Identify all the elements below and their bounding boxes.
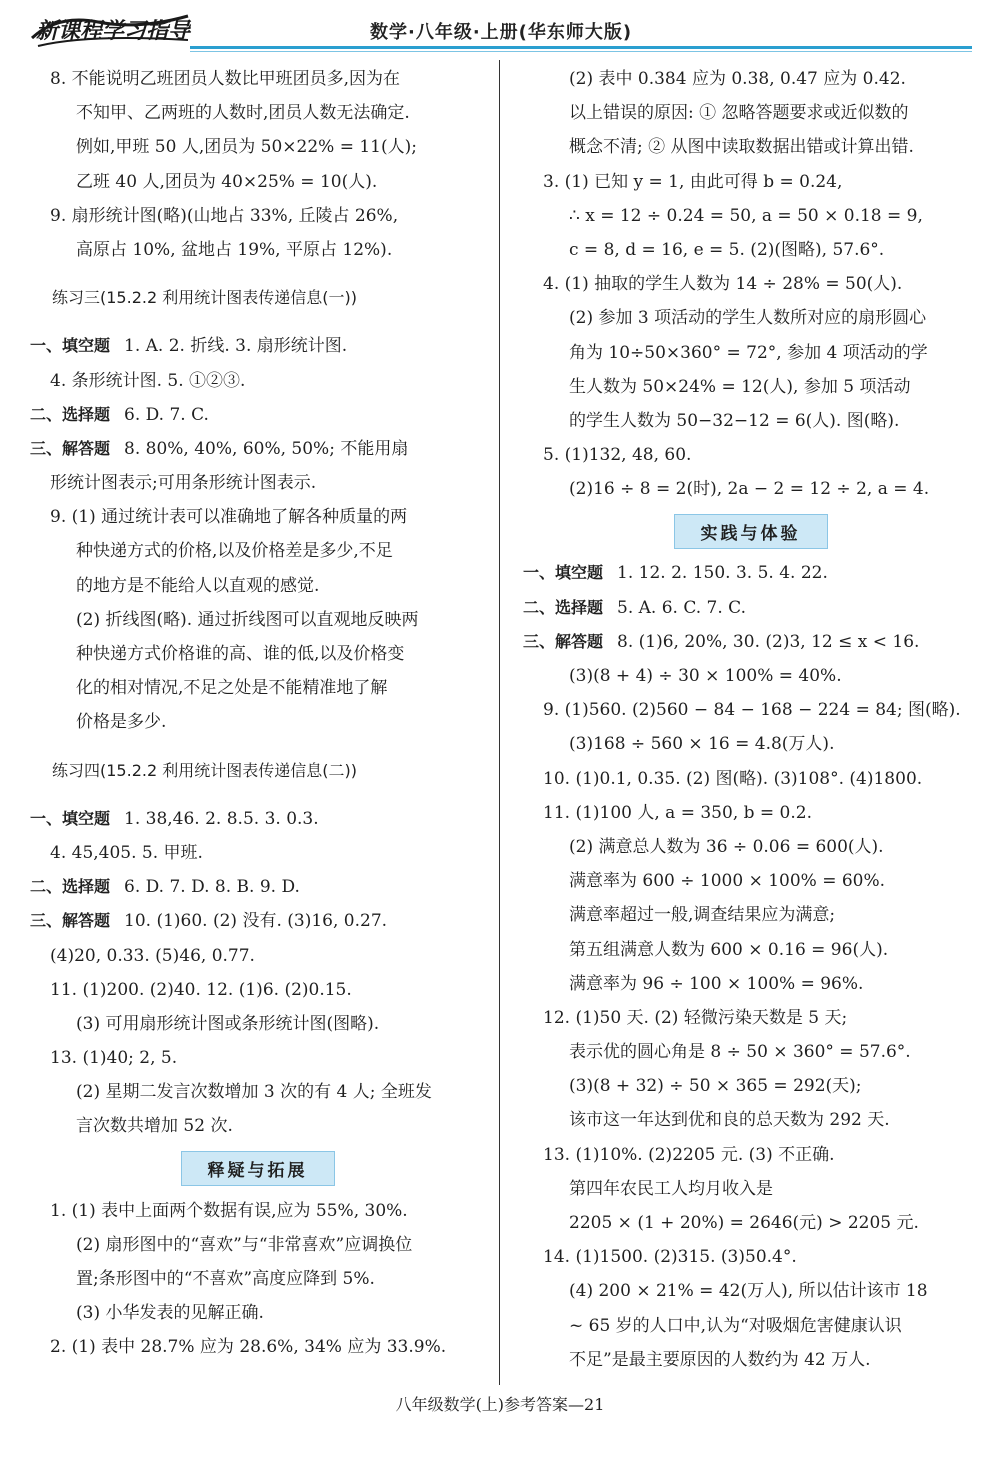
header-title: 数学·八年级·上册(华东师大版): [370, 22, 633, 43]
answer-line: 14. (1)1500. (2)315. (3)50.4°.: [543, 1247, 797, 1268]
answer-line: (2) 折线图(略). 通过折线图可以直观地反映两: [76, 609, 419, 630]
answer-line: 1. (1) 表中上面两个数据有误,应为 55%, 30%.: [50, 1200, 408, 1221]
answer-line: 8. 80%, 40%, 60%, 50%; 不能用扇: [124, 438, 409, 459]
answer-line: 满意率为 600 ÷ 1000 × 100% = 60%.: [569, 871, 886, 892]
section-box-title: 实践与体验: [674, 514, 828, 549]
answer-line: (3)168 ÷ 560 × 16 = 4.8(万人).: [569, 734, 835, 755]
answer-line: 1. 12. 2. 150. 3. 5. 4. 22.: [617, 563, 828, 584]
section-box-title: 释疑与拓展: [181, 1151, 335, 1186]
answer-line: 1. A. 2. 折线. 3. 扇形统计图.: [124, 336, 348, 357]
answer-line: 6. D. 7. C.: [124, 404, 209, 425]
answer-line: 满意率超过一般,调查结果应为满意;: [569, 905, 836, 926]
answer-line: c = 8, d = 16, e = 5. (2)(图略), 57.6°.: [569, 239, 885, 260]
answer-line: 的学生人数为 50−32−12 = 6(人). 图(略).: [569, 410, 900, 431]
header-rule: [190, 46, 972, 49]
answer-line: (3) 小华发表的见解正确.: [76, 1303, 264, 1324]
answer-line: 的地方是不能给人以直观的感觉.: [76, 575, 320, 596]
section-label: 三、解答题: [30, 438, 111, 458]
answer-line: (3)(8 + 32) ÷ 50 × 365 = 292(天);: [569, 1076, 862, 1097]
answer-line: 13. (1)10%. (2)2205 元. (3) 不正确.: [543, 1144, 835, 1165]
section-label: 二、选择题: [523, 597, 604, 617]
answer-line: 10. (1)0.1, 0.35. (2) 图(略). (3)108°. (4)1800.: [543, 768, 923, 789]
answer-line: 不足”是最主要原因的人数约为 42 万人.: [569, 1349, 871, 1370]
answer-line: 5. (1)132, 48, 60.: [543, 445, 692, 466]
answer-line: (2) 表中 0.384 应为 0.38, 0.47 应为 0.42.: [569, 69, 906, 89]
exercise-title: 练习三(15.2.2 利用统计图表传递信息(一)): [52, 288, 357, 308]
header-rule-thin: [190, 51, 972, 52]
answer-line: 4. 条形统计图. 5. ①②③.: [50, 370, 246, 391]
answer-line: 种快递方式的价格,以及价格差是多少,不足: [76, 541, 393, 562]
answer-line: 生人数为 50×24% = 12(人), 参加 5 项活动: [569, 376, 911, 397]
answer-line: 11. (1)200. (2)40. 12. (1)6. (2)0.15.: [50, 979, 352, 1000]
page-footer: 八年级数学(上)参考答案—21: [395, 1395, 605, 1414]
answer-line: ~ 65 岁的人口中,认为“对吸烟危害健康认识: [569, 1315, 902, 1336]
answer-line: 4. 45,405. 5. 甲班.: [50, 842, 203, 863]
answer-line: 9. 扇形统计图(略)(山地占 33%, 丘陵占 26%,: [50, 205, 399, 226]
answer-line: 角为 10÷50×360° = 72°, 参加 4 项活动的学: [569, 342, 928, 363]
answer-line: 13. (1)40; 2, 5.: [50, 1048, 178, 1069]
answer-line: (2) 扇形图中的“喜欢”与“非常喜欢”应调换位: [76, 1234, 413, 1255]
page-header: [0, 0, 1000, 62]
answer-line: (3)(8 + 4) ÷ 30 × 100% = 40%.: [569, 666, 842, 686]
section-label: 三、解答题: [523, 631, 604, 651]
answer-line: 2. (1) 表中 28.7% 应为 28.6%, 34% 应为 33.9%.: [50, 1337, 447, 1358]
answer-line: 言次数共增加 52 次.: [76, 1116, 233, 1137]
answer-line: 以上错误的原因: ① 忽略答题要求或近似数的: [569, 103, 909, 124]
answer-line: 价格是多少.: [76, 712, 167, 733]
section-label: 一、填空题: [30, 336, 111, 356]
book-logo: [28, 8, 198, 52]
section-label: 一、填空题: [30, 808, 111, 828]
section-label: 三、解答题: [30, 911, 111, 931]
answer-line: 8. 不能说明乙班团员人数比甲班团员多,因为在: [50, 69, 401, 89]
answer-line: 9. (1)560. (2)560 − 84 − 168 − 224 = 84; 图(略).: [543, 700, 961, 721]
answer-line: 9. (1) 通过统计表可以准确地了解各种质量的两: [50, 507, 408, 528]
answer-line: ∴ x = 12 ÷ 0.24 = 50, a = 50 × 0.18 = 9,: [569, 205, 923, 226]
answer-line: 化的相对情况,不足之处是不能精准地了解: [76, 678, 388, 699]
section-label: 二、选择题: [30, 404, 111, 424]
answer-line: 该市这一年达到优和良的总天数为 292 天.: [569, 1110, 890, 1131]
answer-line: (4) 200 × 21% = 42(万人), 所以估计该市 18: [569, 1281, 928, 1302]
answer-line: (2)16 ÷ 8 = 2(时), 2a − 2 = 12 ÷ 2, a = 4.: [569, 479, 930, 500]
answer-line: 形统计图表示;可用条形统计图表示.: [50, 473, 317, 494]
logo-text: 新课程学习指导: [36, 18, 191, 44]
answer-line: 不知甲、乙两班的人数时,团员人数无法确定.: [76, 103, 410, 124]
column-divider: [499, 60, 500, 1385]
answer-line: 高原占 10%, 盆地占 19%, 平原占 12%).: [76, 239, 393, 260]
answer-line: 4. (1) 抽取的学生人数为 14 ÷ 28% = 50(人).: [543, 274, 903, 295]
answer-line: 置;条形图中的“不喜欢”高度应降到 5%.: [76, 1269, 375, 1289]
answer-line: 10. (1)60. (2) 没有. (3)16, 0.27.: [124, 911, 388, 932]
answer-line: 6. D. 7. D. 8. B. 9. D.: [124, 877, 300, 898]
section-label: 二、选择题: [30, 877, 111, 897]
answer-line: (2) 参加 3 项活动的学生人数所对应的扇形圆心: [569, 308, 927, 329]
answer-line: 第四年农民工人均月收入是: [569, 1178, 773, 1199]
answer-line: 满意率为 96 ÷ 100 × 100% = 96%.: [569, 973, 864, 994]
answer-line: 乙班 40 人,团员为 40×25% = 10(人).: [76, 171, 378, 192]
answer-line: 种快递方式价格谁的高、谁的低,以及价格变: [76, 644, 405, 664]
exercise-title: 练习四(15.2.2 利用统计图表传递信息(二)): [52, 760, 357, 780]
answer-line: 5. A. 6. C. 7. C.: [617, 597, 746, 618]
answer-line: 概念不清; ② 从图中读取数据出错或计算出错.: [569, 137, 914, 158]
answer-line: 1. 38,46. 2. 8.5. 3. 0.3.: [124, 808, 319, 829]
answer-line: (4)20, 0.33. (5)46, 0.77.: [50, 945, 255, 966]
answer-line: 12. (1)50 天. (2) 轻微污染天数是 5 天;: [543, 1007, 848, 1028]
left-column: [30, 62, 485, 1365]
answer-line: 2205 × (1 + 20%) = 2646(元) > 2205 元.: [569, 1213, 919, 1233]
answer-line: 3. (1) 已知 y = 1, 由此可得 b = 0.24,: [543, 171, 843, 192]
answer-line: (2) 满意总人数为 36 ÷ 0.06 = 600(人).: [569, 836, 884, 857]
section-label: 一、填空题: [523, 563, 604, 583]
answer-line: 11. (1)100 人, a = 350, b = 0.2.: [543, 802, 812, 823]
answer-line: 例如,甲班 50 人,团员为 50×22% = 11(人);: [76, 137, 417, 158]
answer-line: (3) 可用扇形统计图或条形统计图(图略).: [76, 1013, 380, 1034]
answer-line: 表示优的圆心角是 8 ÷ 50 × 360° = 57.6°.: [569, 1042, 911, 1063]
answer-line: 第五组满意人数为 600 × 0.16 = 96(人).: [569, 939, 889, 960]
right-column: [523, 62, 978, 1377]
answer-line: 8. (1)6, 20%, 30. (2)3, 12 ≤ x < 16.: [617, 631, 920, 652]
answer-line: (2) 星期二发言次数增加 3 次的有 4 人; 全班发: [76, 1082, 432, 1103]
